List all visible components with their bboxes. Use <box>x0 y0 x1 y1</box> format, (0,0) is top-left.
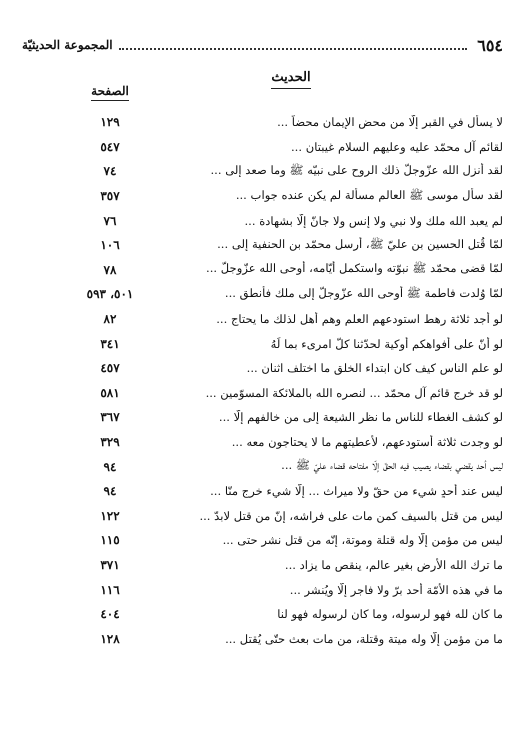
index-row <box>22 405 503 430</box>
page-ref: ١٠٦ <box>100 238 120 253</box>
hadith-text: لا يسأل في القبر إلّا من محض الإيمان محضاً ... <box>277 115 503 130</box>
index-row <box>22 479 503 504</box>
index-row <box>22 331 503 356</box>
page-ref: ٧٦ <box>103 213 117 228</box>
page-ref: ٣٥٧ <box>100 189 120 204</box>
page-ref: ٩٤ <box>103 484 117 499</box>
hadith-text: لقائم آل محمّد عليه وعليهم السلام غيبتان ... <box>290 139 503 154</box>
hadith-text: لو أنّ على أفواهكم أوكية لحدّثنا كلّ امرىء بما لَهُ <box>270 336 503 351</box>
index-row <box>22 602 503 627</box>
page-ref: ٣٦٧ <box>100 410 120 425</box>
index-row <box>22 430 503 455</box>
index-row <box>22 135 503 160</box>
index-row <box>22 184 503 209</box>
index-row <box>22 504 503 529</box>
hadith-text: لمّا قضى محمّد ﷺ نبوّته واستكمل أيّامه، أوحى الله عزّوجلّ ... <box>206 261 503 276</box>
hadith-text: لو وجدت ثلاثة أستودعهم، لأعطيتهم ما لا يحتاجون معه ... <box>231 435 503 450</box>
hadith-text: ما ترك الله الأرض بغير عالم، ينقص ما يزاد ... <box>284 557 503 572</box>
hadith-text: لم يعبد الله ملك ولا نبي ولا إنس ولا جانّ إلّا بشهادة ... <box>244 213 503 228</box>
page-ref: ٧٤ <box>103 164 117 179</box>
header-dotted-leader <box>119 40 468 50</box>
page-ref: ١١٦ <box>100 582 120 597</box>
index-row <box>22 454 503 479</box>
hadith-text: ليس أحد يقضي بقضاء يصيب فيه الحقّ إلّا مفتاحه قضاء عليّ ﷺ ... <box>281 458 503 473</box>
page-ref: ١١٥ <box>100 533 120 548</box>
index-row <box>22 381 503 406</box>
page-ref: ٣٤١ <box>100 336 120 351</box>
index-row <box>22 110 503 135</box>
index-row <box>22 307 503 332</box>
index-row <box>22 528 503 553</box>
index-row <box>22 553 503 578</box>
hadith-text: لمّا وُلدت فاطمة ﷺ أوحى الله عزّوجلّ إلى ملك فأنطق ... <box>224 285 503 300</box>
hadith-text: ليس عند أحدٍ شيء من حقّ ولا ميراث ... إلّا شيء خرج منّا ... <box>210 484 503 499</box>
index-rows <box>22 110 503 651</box>
hadith-text: لمّا قُتل الحسين بن عليّ ﷺ، أرسل محمّد بن الحنفية إلى ... <box>217 236 503 251</box>
hadith-text: لقد سأل موسى ﷺ العالم مسألة لم يكن عنده جواب ... <box>235 187 503 202</box>
column-headings <box>22 68 503 102</box>
index-row <box>22 159 503 184</box>
index-row <box>22 233 503 258</box>
hadith-text: ما في هذه الأمّة أحد برّ ولا فاجر إلّا ويُنشر ... <box>289 582 503 597</box>
hadith-text: لقد أنزل الله عزّوجلّ ذلك الروح على نبيّه ﷺ وما صعد إلى ... <box>210 162 503 177</box>
page-ref: ٤٠٤ <box>100 607 120 622</box>
hadith-text: لو كشف الغطاء للناس ما نظر الشيعة إلى من خالفهم إلّا ... <box>218 410 503 425</box>
page-ref: ٥٠١، ٥٩٣ <box>86 287 134 302</box>
page-ref: ٧٨ <box>103 262 117 277</box>
hadith-text: لو علم الناس كيف كان ابتداء الخلق ما اختلف اثنان ... <box>246 361 503 376</box>
hadith-text: لو قد خرج قائم آل محمّد ... لنصره الله بالملائكة المسوّمين ... <box>205 385 503 400</box>
hadith-text: ما كان لله فهو لرسوله، وما كان لرسوله فهو لنا <box>277 607 503 622</box>
hadith-text: ليس من قتل بالسيف كمن مات على فراشه، إنّ من قتل لابدّ ... <box>199 508 503 523</box>
page-number: ٦٥٤ <box>477 35 503 55</box>
hadith-text: ما من مؤمن إلّا وله ميتة وقتلة، من مات بعث حتّى يُقتل ... <box>225 631 503 646</box>
page-column-heading: الصفحة <box>80 84 140 101</box>
page-ref: ٨٢ <box>103 312 117 327</box>
index-row <box>22 356 503 381</box>
hadith-column-heading: الحديث <box>191 70 391 89</box>
page-ref: ٩٤ <box>103 459 117 474</box>
page-ref: ١٢٨ <box>100 631 120 646</box>
index-row <box>22 577 503 602</box>
hadith-text: ليس من مؤمن إلّا وله قتلة وموتة، إنّه من قتل نشر حتى ... <box>222 533 503 548</box>
collection-title: المجموعة الحديثيّة <box>22 38 113 52</box>
page-ref: ٣٧١ <box>100 557 120 572</box>
index-row <box>22 208 503 233</box>
page-ref: ٥٤٧ <box>100 139 120 154</box>
index-row <box>22 282 503 307</box>
page-header <box>22 34 503 56</box>
hadith-text: لو أجد ثلاثة رهط استودعهم العلم وهم أهل لذلك ما يحتاج ... <box>216 312 503 327</box>
page-ref: ٣٢٩ <box>100 435 120 450</box>
page-ref: ٥٨١ <box>100 385 120 400</box>
index-row <box>22 258 503 283</box>
page-ref: ٤٥٧ <box>100 361 120 376</box>
page-ref: ١٢٢ <box>100 508 120 523</box>
page-ref: ١٢٩ <box>100 115 120 130</box>
index-row <box>22 626 503 651</box>
